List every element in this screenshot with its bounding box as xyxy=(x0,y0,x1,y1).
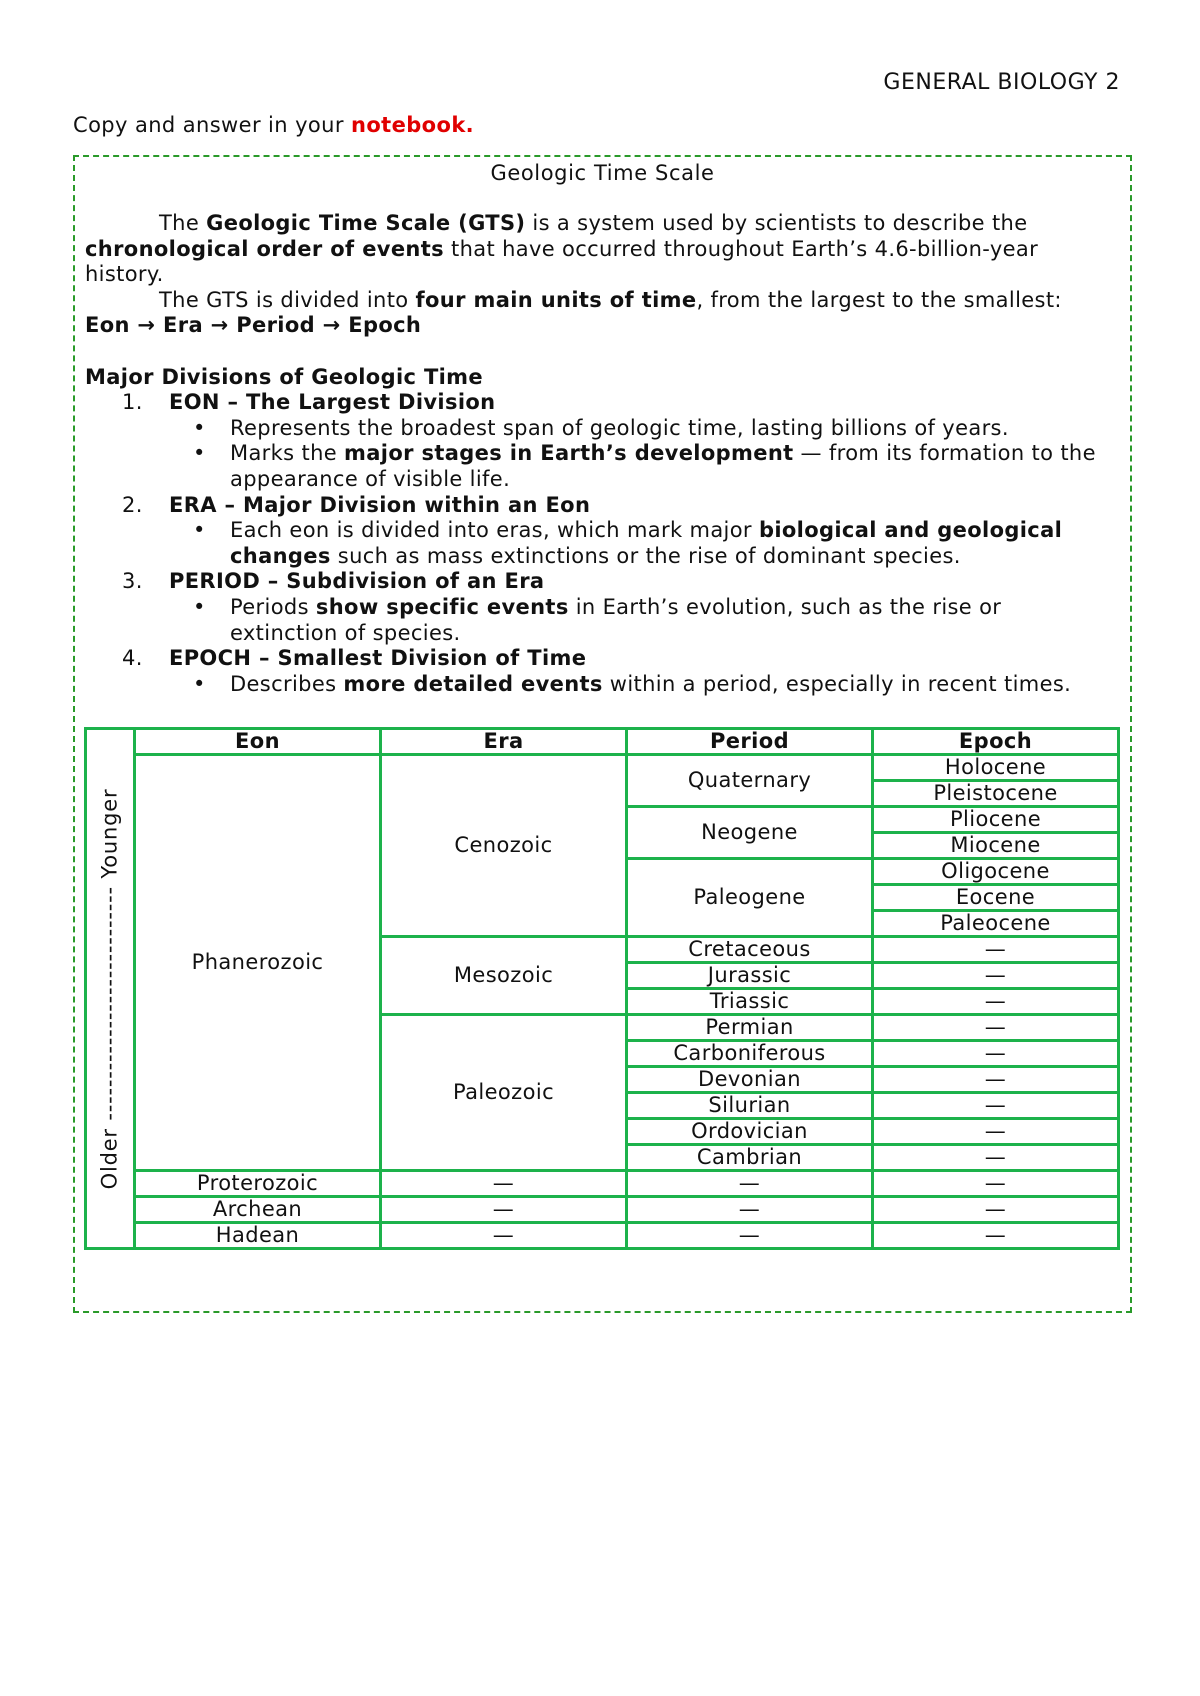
epoch-oligocene: Oligocene xyxy=(873,859,1119,885)
age-direction-label: Older ---------------------------- Younger xyxy=(86,729,135,1249)
epoch-dash: — xyxy=(873,937,1119,963)
epoch-dash: — xyxy=(873,1197,1119,1223)
notes-content xyxy=(85,211,1115,697)
table-row xyxy=(86,1197,1119,1223)
bullet-era-1: • Each eon is divided into eras, which mark major biological and geological changes such as mass extinctions or the rise of dominant species. xyxy=(85,518,1115,569)
period-cretaceous: Cretaceous xyxy=(627,937,873,963)
epoch-dash: — xyxy=(873,1093,1119,1119)
list-item-epoch: 4. EPOCH – Smallest Division of Time xyxy=(122,646,587,671)
list-item-era: 2. ERA – Major Division within an Eon xyxy=(122,492,591,517)
header-eon: Eon xyxy=(135,729,381,755)
period-cambrian: Cambrian xyxy=(627,1145,873,1171)
bullet-period-1: • Periods show specific events in Earth’s evolution, such as the rise or extinction of species. xyxy=(85,595,1115,646)
period-devonian: Devonian xyxy=(627,1067,873,1093)
period-carboniferous: Carboniferous xyxy=(627,1041,873,1067)
epoch-paleocene: Paleocene xyxy=(873,911,1119,937)
epoch-miocene: Miocene xyxy=(873,833,1119,859)
epoch-dash: — xyxy=(873,1171,1119,1197)
era-dash: — xyxy=(381,1223,627,1249)
header-epoch: Epoch xyxy=(873,729,1119,755)
list-item-eon: 1. EON – The Largest Division xyxy=(122,390,496,415)
period-quaternary: Quaternary xyxy=(627,755,873,807)
eon-archean: Archean xyxy=(135,1197,381,1223)
instruction-line xyxy=(73,113,474,137)
period-triassic: Triassic xyxy=(627,989,873,1015)
header-period: Period xyxy=(627,729,873,755)
table-row xyxy=(86,1171,1119,1197)
epoch-dash: — xyxy=(873,1041,1119,1067)
period-dash: — xyxy=(627,1223,873,1249)
epoch-holocene: Holocene xyxy=(873,755,1119,781)
period-dash: — xyxy=(627,1171,873,1197)
table-row xyxy=(86,1223,1119,1249)
epoch-pleistocene: Pleistocene xyxy=(873,781,1119,807)
units-line: Eon → Era → Period → Epoch xyxy=(85,313,422,338)
period-paleogene: Paleogene xyxy=(627,859,873,937)
bullet-eon-2: • Marks the major stages in Earth’s development — from its formation to the appearance of visible life. xyxy=(85,441,1115,492)
instruction-emphasis: notebook. xyxy=(350,113,475,137)
period-permian: Permian xyxy=(627,1015,873,1041)
course-header: GENERAL BIOLOGY 2 xyxy=(883,70,1120,95)
epoch-dash: — xyxy=(873,989,1119,1015)
period-jurassic: Jurassic xyxy=(627,963,873,989)
eon-hadean: Hadean xyxy=(135,1223,381,1249)
bullet-eon-1: • Represents the broadest span of geologic time, lasting billions of years. xyxy=(85,416,1115,442)
epoch-dash: — xyxy=(873,1015,1119,1041)
era-paleozoic: Paleozoic xyxy=(381,1015,627,1171)
period-silurian: Silurian xyxy=(627,1093,873,1119)
intro-paragraph-2: The GTS is divided into four main units of time, from the largest to the smallest: xyxy=(159,287,1062,312)
epoch-dash: — xyxy=(873,1067,1119,1093)
intro-paragraph-1: The Geologic Time Scale (GTS) is a system used by scientists to describe the chronological order of events that have occurred throughout Earth’s 4.6-billion-year history. xyxy=(85,211,1039,287)
era-cenozoic: Cenozoic xyxy=(381,755,627,937)
table-row xyxy=(86,755,1119,781)
table-header-row xyxy=(86,729,1119,755)
epoch-dash: — xyxy=(873,1119,1119,1145)
era-dash: — xyxy=(381,1197,627,1223)
epoch-pliocene: Pliocene xyxy=(873,807,1119,833)
eon-proterozoic: Proterozoic xyxy=(135,1171,381,1197)
period-dash: — xyxy=(627,1197,873,1223)
epoch-dash: — xyxy=(873,1223,1119,1249)
epoch-eocene: Eocene xyxy=(873,885,1119,911)
bullet-epoch-1: • Describes more detailed events within a period, especially in recent times. xyxy=(85,672,1115,698)
divisions-heading: Major Divisions of Geologic Time xyxy=(85,364,484,389)
geologic-time-table xyxy=(84,727,1120,1250)
period-ordovician: Ordovician xyxy=(627,1119,873,1145)
list-item-period: 3. PERIOD – Subdivision of an Era xyxy=(122,569,545,594)
eon-phanerozoic: Phanerozoic xyxy=(135,755,381,1171)
instruction-text: Copy and answer in your xyxy=(73,113,351,137)
era-mesozoic: Mesozoic xyxy=(381,937,627,1015)
box-title: Geologic Time Scale xyxy=(490,161,715,185)
era-dash: — xyxy=(381,1171,627,1197)
period-neogene: Neogene xyxy=(627,807,873,859)
epoch-dash: — xyxy=(873,1145,1119,1171)
epoch-dash: — xyxy=(873,963,1119,989)
header-era: Era xyxy=(381,729,627,755)
